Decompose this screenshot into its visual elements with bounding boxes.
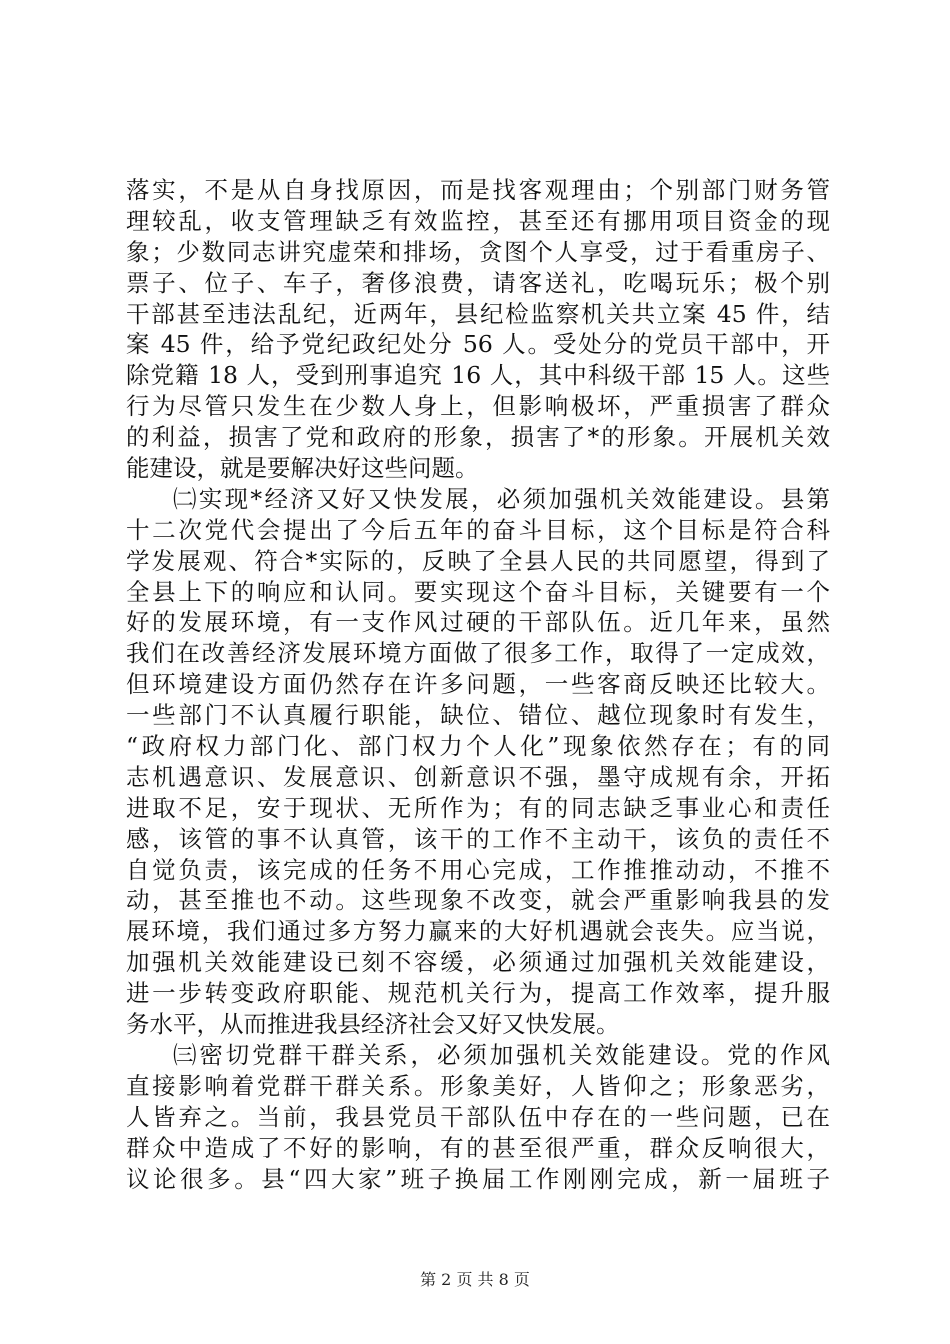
page-footer: 第 2 页 共 8 页 xyxy=(420,1270,530,1289)
text-line: 我们在改善经济发展环境方面做了很多工作，取得了一定成效， xyxy=(126,639,830,668)
body-text xyxy=(126,175,830,1194)
text-line: 除党籍 18 人，受到刑事追究 16 人，其中科级干部 15 人。这些 xyxy=(126,361,830,390)
text-line: 落实，不是从自身找原因，而是找客观理由；个别部门财务管 xyxy=(126,176,830,204)
text-line: “政府权力部门化、部门权力个人化”现象依然存在；有的同 xyxy=(126,732,830,761)
paragraph xyxy=(126,484,830,1040)
text-line: 行为尽管只发生在少数人身上，但影响极坏，严重损害了群众 xyxy=(126,392,830,421)
text-line: 学发展观、符合*实际的，反映了全县人民的共同愿望，得到了 xyxy=(126,546,830,575)
text-line: ㈢密切党群干群关系，必须加强机关效能建设。党的作风 xyxy=(173,1040,830,1069)
text-line: 进一步转变政府职能、规范机关行为，提高工作效率，提升服 xyxy=(126,979,830,1008)
text-line: 但环境建设方面仍然存在许多问题，一些客商反映还比较大。 xyxy=(126,670,830,699)
text-line: 加强机关效能建设已刻不容缓，必须通过加强机关效能建设， xyxy=(126,948,830,977)
paragraph xyxy=(126,175,830,484)
text-line: 一些部门不认真履行职能，缺位、错位、越位现象时有发生， xyxy=(126,701,830,730)
text-line: 十二次党代会提出了今后五年的奋斗目标，这个目标是符合科 xyxy=(126,515,830,544)
text-line: 自觉负责，该完成的任务不用心完成，工作推推动动，不推不 xyxy=(126,855,830,884)
text-line: 群众中造成了不好的影响，有的甚至很严重，群众反响很大， xyxy=(126,1133,830,1162)
text-line: 感，该管的事不认真管，该干的工作不主动干，该负的责任不 xyxy=(126,824,830,853)
text-line: 志机遇意识、发展意识、创新意识不强，墨守成规有余，开拓 xyxy=(126,762,830,791)
text-line: 票子、位子、车子，奢侈浪费，请客送礼，吃喝玩乐；极个别 xyxy=(126,268,830,297)
text-line: 展环境，我们通过多方努力赢来的大好机遇就会丧失。应当说， xyxy=(126,917,830,946)
text-line: 案 45 件，给予党纪政纪处分 56 人。受处分的党员干部中，开 xyxy=(126,330,830,359)
text-line: 理较乱，收支管理缺乏有效监控，甚至还有挪用项目资金的现 xyxy=(126,206,830,235)
text-line: 象；少数同志讲究虚荣和排场，贪图个人享受，过于看重房子、 xyxy=(126,237,830,266)
text-line: 进取不足，安于现状、无所作为；有的同志缺乏事业心和责任 xyxy=(126,793,830,822)
text-line: 的利益，损害了党和政府的形象，损害了*的形象。开展机关效 xyxy=(126,423,830,452)
text-line: ㈡实现*经济又好又快发展，必须加强机关效能建设。县第 xyxy=(173,484,830,513)
text-line: 人皆弃之。当前，我县党员干部队伍中存在的一些问题，已在 xyxy=(126,1102,830,1131)
text-line: 动，甚至推也不动。这些现象不改变，就会严重影响我县的发 xyxy=(126,886,830,915)
text-line: 能建设，就是要解决好这些问题。 xyxy=(126,454,479,483)
text-line: 干部甚至违法乱纪，近两年，县纪检监察机关共立案 45 件，结 xyxy=(126,299,830,328)
text-line: 务水平，从而推进我县经济社会又好又快发展。 xyxy=(126,1010,620,1039)
text-line: 好的发展环境，有一支作风过硬的干部队伍。近几年来，虽然 xyxy=(126,608,830,637)
text-line: 全县上下的响应和认同。要实现这个奋斗目标，关键要有一个 xyxy=(126,577,830,606)
text-line: 直接影响着党群干群关系。形象美好，人皆仰之；形象恶劣， xyxy=(126,1071,830,1100)
text-line: 议论很多。县“四大家”班子换届工作刚刚完成，新一届班子 xyxy=(126,1164,830,1193)
paragraph xyxy=(126,1040,830,1194)
